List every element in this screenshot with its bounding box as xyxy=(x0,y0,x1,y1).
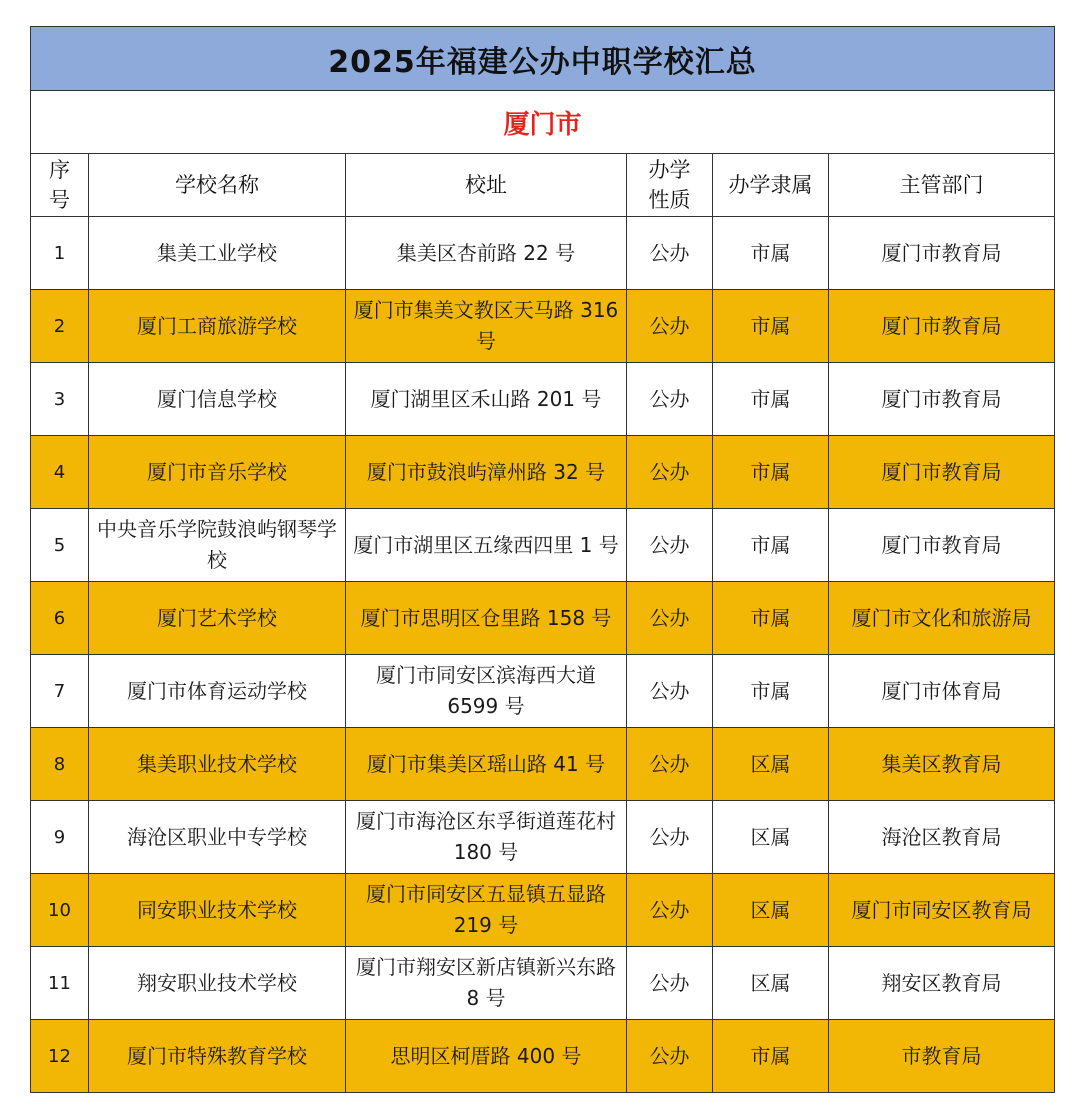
cell-index: 5 xyxy=(31,509,89,582)
cell-address: 厦门市海沧区东孚街道莲花村 180 号 xyxy=(346,801,627,874)
table-row xyxy=(31,436,1055,509)
cell-nature: 公办 xyxy=(627,582,713,655)
table-row xyxy=(31,728,1055,801)
cell-address: 厦门市湖里区五缘西四里 1 号 xyxy=(346,509,627,582)
cell-address: 厦门市翔安区新店镇新兴东路 8 号 xyxy=(346,947,627,1020)
table-row xyxy=(31,582,1055,655)
cell-affiliation: 市属 xyxy=(713,655,829,728)
cell-school-name: 同安职业技术学校 xyxy=(89,874,346,947)
cell-dept: 海沧区教育局 xyxy=(829,801,1055,874)
cell-index: 9 xyxy=(31,801,89,874)
cell-school-name: 集美工业学校 xyxy=(89,217,346,290)
cell-school-name: 厦门市音乐学校 xyxy=(89,436,346,509)
cell-dept: 厦门市教育局 xyxy=(829,217,1055,290)
cell-address: 厦门市集美区瑶山路 41 号 xyxy=(346,728,627,801)
cell-affiliation: 区属 xyxy=(713,728,829,801)
cell-index: 8 xyxy=(31,728,89,801)
cell-index: 10 xyxy=(31,874,89,947)
cell-address: 厦门市鼓浪屿漳州路 32 号 xyxy=(346,436,627,509)
header-name: 学校名称 xyxy=(89,154,346,217)
cell-index: 2 xyxy=(31,290,89,363)
cell-dept: 厦门市同安区教育局 xyxy=(829,874,1055,947)
cell-affiliation: 市属 xyxy=(713,436,829,509)
cell-index: 7 xyxy=(31,655,89,728)
cell-address: 厦门市同安区五显镇五显路 219 号 xyxy=(346,874,627,947)
cell-affiliation: 市属 xyxy=(713,217,829,290)
cell-school-name: 中央音乐学院鼓浪屿钢琴学校 xyxy=(89,509,346,582)
city-row xyxy=(31,91,1055,154)
table-row xyxy=(31,655,1055,728)
header-index: 序号 xyxy=(31,154,89,217)
cell-dept: 厦门市教育局 xyxy=(829,436,1055,509)
cell-school-name: 厦门艺术学校 xyxy=(89,582,346,655)
table-row xyxy=(31,874,1055,947)
cell-nature: 公办 xyxy=(627,728,713,801)
cell-index: 6 xyxy=(31,582,89,655)
cell-dept: 厦门市教育局 xyxy=(829,290,1055,363)
cell-affiliation: 市属 xyxy=(713,290,829,363)
cell-address: 集美区杏前路 22 号 xyxy=(346,217,627,290)
cell-nature: 公办 xyxy=(627,655,713,728)
cell-nature: 公办 xyxy=(627,874,713,947)
header-affiliation: 办学隶属 xyxy=(713,154,829,217)
cell-school-name: 厦门市体育运动学校 xyxy=(89,655,346,728)
school-table xyxy=(30,26,1055,1093)
cell-address: 厦门市集美文教区天马路 316 号 xyxy=(346,290,627,363)
cell-dept: 厦门市体育局 xyxy=(829,655,1055,728)
cell-index: 3 xyxy=(31,363,89,436)
cell-school-name: 海沧区职业中专学校 xyxy=(89,801,346,874)
cell-affiliation: 区属 xyxy=(713,947,829,1020)
cell-nature: 公办 xyxy=(627,290,713,363)
cell-school-name: 厦门信息学校 xyxy=(89,363,346,436)
table-row xyxy=(31,801,1055,874)
cell-dept: 市教育局 xyxy=(829,1020,1055,1093)
cell-affiliation: 市属 xyxy=(713,509,829,582)
table-row xyxy=(31,363,1055,436)
header-address: 校址 xyxy=(346,154,627,217)
cell-dept: 厦门市文化和旅游局 xyxy=(829,582,1055,655)
cell-nature: 公办 xyxy=(627,509,713,582)
cell-dept: 厦门市教育局 xyxy=(829,363,1055,436)
cell-address: 思明区柯厝路 400 号 xyxy=(346,1020,627,1093)
cell-dept: 翔安区教育局 xyxy=(829,947,1055,1020)
cell-affiliation: 区属 xyxy=(713,801,829,874)
cell-school-name: 厦门工商旅游学校 xyxy=(89,290,346,363)
cell-index: 4 xyxy=(31,436,89,509)
city-heading: 厦门市 xyxy=(31,91,1055,154)
school-summary-sheet xyxy=(30,26,1054,1093)
table-title: 2025年福建公办中职学校汇总 xyxy=(31,27,1055,91)
table-body xyxy=(31,27,1055,1093)
table-row xyxy=(31,1020,1055,1093)
cell-nature: 公办 xyxy=(627,801,713,874)
table-row xyxy=(31,947,1055,1020)
table-row xyxy=(31,217,1055,290)
cell-affiliation: 市属 xyxy=(713,1020,829,1093)
cell-address: 厦门市思明区仓里路 158 号 xyxy=(346,582,627,655)
cell-index: 12 xyxy=(31,1020,89,1093)
cell-index: 1 xyxy=(31,217,89,290)
table-row xyxy=(31,290,1055,363)
table-row xyxy=(31,509,1055,582)
cell-school-name: 集美职业技术学校 xyxy=(89,728,346,801)
cell-nature: 公办 xyxy=(627,217,713,290)
cell-nature: 公办 xyxy=(627,1020,713,1093)
header-row xyxy=(31,154,1055,217)
header-nature: 办学性质 xyxy=(627,154,713,217)
cell-school-name: 翔安职业技术学校 xyxy=(89,947,346,1020)
cell-index: 11 xyxy=(31,947,89,1020)
title-row xyxy=(31,27,1055,91)
cell-school-name: 厦门市特殊教育学校 xyxy=(89,1020,346,1093)
cell-dept: 集美区教育局 xyxy=(829,728,1055,801)
cell-address: 厦门市同安区滨海西大道 6599 号 xyxy=(346,655,627,728)
cell-affiliation: 市属 xyxy=(713,363,829,436)
header-dept: 主管部门 xyxy=(829,154,1055,217)
cell-address: 厦门湖里区禾山路 201 号 xyxy=(346,363,627,436)
cell-nature: 公办 xyxy=(627,363,713,436)
cell-affiliation: 市属 xyxy=(713,582,829,655)
cell-affiliation: 区属 xyxy=(713,874,829,947)
cell-nature: 公办 xyxy=(627,436,713,509)
cell-dept: 厦门市教育局 xyxy=(829,509,1055,582)
cell-nature: 公办 xyxy=(627,947,713,1020)
